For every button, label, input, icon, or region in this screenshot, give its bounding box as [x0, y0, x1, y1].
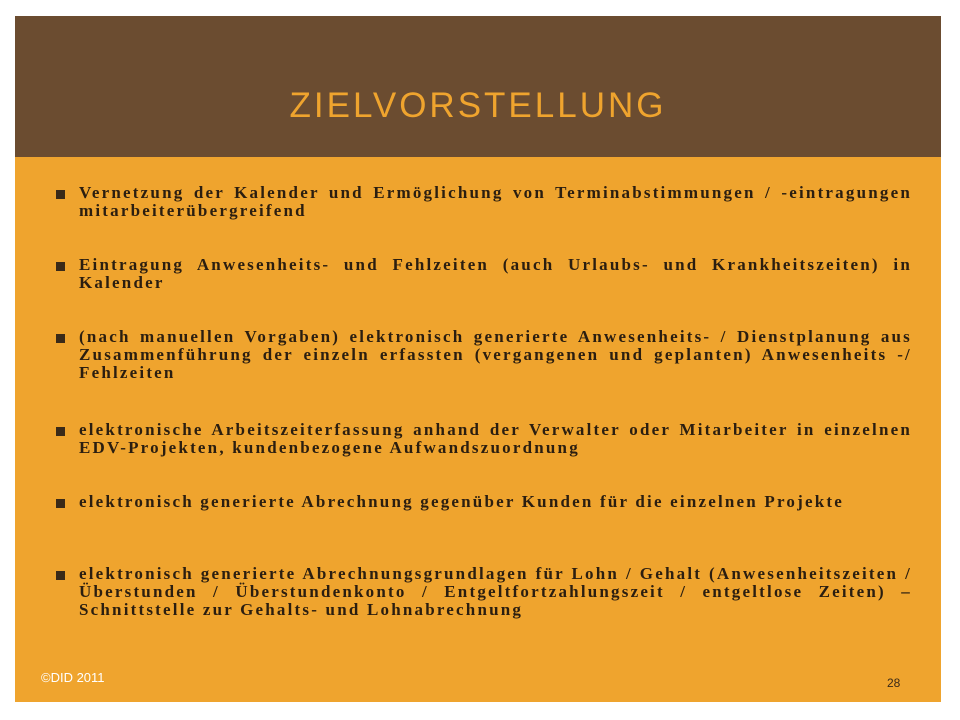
bullet-square-icon [56, 262, 65, 271]
bullet-item [56, 184, 912, 220]
title-bar [15, 16, 941, 157]
bullet-text: elektronisch generierte Abrechnungsgrundlagen für Lohn / Gehalt (Anwesenheitszeiten / Überstunden / Überstundenkonto / Entgeltfortzahlungszeit / entgeltlose Zeiten) – Schnittstelle zur Gehalts- und Lohnabrechnung [79, 564, 912, 619]
bullet-item [56, 421, 912, 457]
bullet-square-icon [56, 427, 65, 436]
bullet-square-icon [56, 334, 65, 343]
bullet-square-icon [56, 499, 65, 508]
bullet-text: Vernetzung der Kalender und Ermöglichung von Terminabstimmungen / -eintragungen mitarbeiterübergreifend [79, 183, 912, 220]
bullet-square-icon [56, 190, 65, 199]
bullet-text: elektronische Arbeitszeiterfassung anhand der Verwalter oder Mitarbeiter in einzelnen EDV-Projekten, kundenbezogene Aufwandszuordnung [79, 420, 912, 457]
bullet-item [56, 328, 912, 382]
bullet-text: (nach manuellen Vorgaben) elektronisch generierte Anwesenheits- / Dienstplanung aus Zusammenführung der einzeln erfassten (vergangenen und geplanten) Anwesenheits -/ Fehlzeiten [79, 327, 912, 382]
bullet-item [56, 493, 912, 511]
bullet-square-icon [56, 571, 65, 580]
slide-title: ZIELVORSTELLUNG [289, 86, 667, 125]
bullet-item [56, 565, 912, 619]
page-number: 28 [887, 676, 901, 690]
footer-copyright: ©DID 2011 [41, 670, 105, 685]
bullet-text: Eintragung Anwesenheits- und Fehlzeiten (auch Urlaubs- und Krankheitszeiten) in Kalender [79, 255, 912, 292]
bullet-item [56, 256, 912, 292]
bullet-text: elektronisch generierte Abrechnung gegenüber Kunden für die einzelnen Projekte [79, 492, 844, 511]
